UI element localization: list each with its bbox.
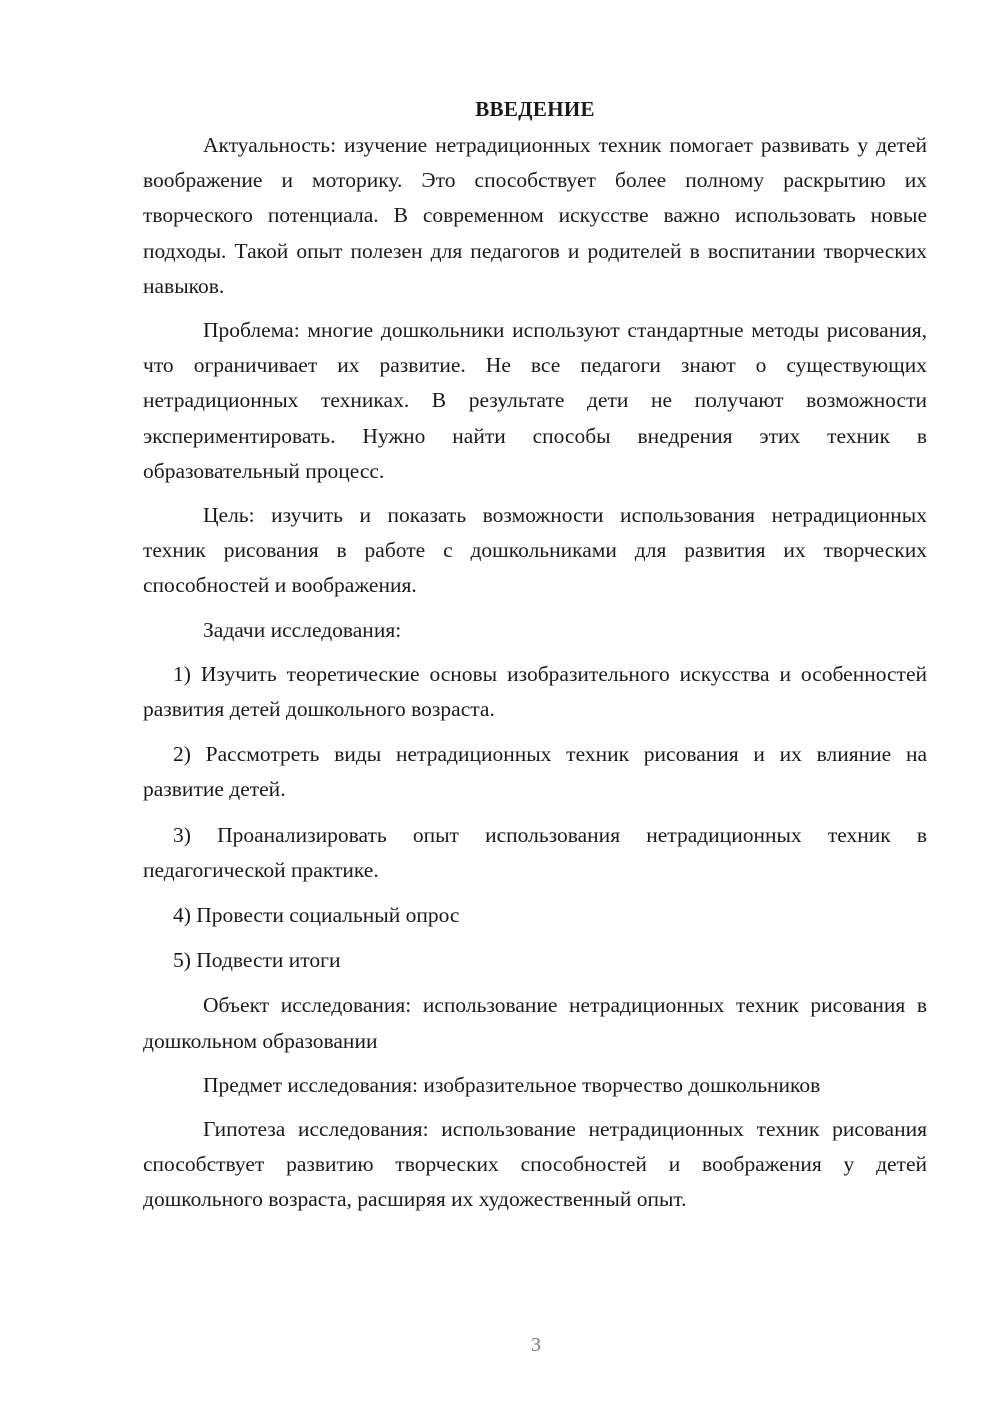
task-item-4: 4) Провести социальный опрос [173,903,460,928]
document-page [143,92,927,1227]
relevance-paragraph: Актуальность: изучение нетрадиционных техник помогает развивать у детей воображение и моторику. Это способствует более полному раскрытию их творческого потенциала. В современном искусстве важно использовать новые подходы. Такой опыт полезен для педагогов и родителей в воспитании творческих навыков. [143,133,927,298]
hypothesis-paragraph: Гипотеза исследования: использование нетрадиционных техник рисования способствует развитию творческих способностей и воображения у детей дошкольного возраста, расширяя их художественный опыт. [143,1117,927,1212]
section-heading: ВВЕДЕНИЕ [475,97,595,121]
task-item-5: 5) Подвести итоги [173,948,341,973]
object-paragraph: Объект исследования: использование нетрадиционных техник рисования в дошкольном образовании [143,993,927,1053]
tasks-title: Задачи исследования: [203,617,402,642]
subject-paragraph: Предмет исследования: изобразительное творчество дошкольников [203,1072,821,1097]
task-item-2: 2) Рассмотреть виды нетрадиционных техник рисования и их влияние на развитие детей. [143,742,927,802]
problem-paragraph: Проблема: многие дошкольники используют стандартные методы рисования, что ограничивает их развитие. Не все педагоги знают о существующих нетрадиционных техниках. В результате дети не получают возможности экспериментировать. Нужно найти способы внедрения этих техник в образовательный процесс. [143,318,927,483]
task-item-3: 3) Проанализировать опыт использования нетрадиционных техник в педагогической практике. [143,822,927,882]
page-number: 3 [531,1334,541,1356]
task-item-1: 1) Изучить теоретические основы изобразительного искусства и особенностей развития детей дошкольного возраста. [143,661,927,722]
goal-paragraph: Цель: изучить и показать возможности использования нетрадиционных техник рисования в работе с дошкольниками для развития их творческих способностей и воображения. [143,503,927,598]
